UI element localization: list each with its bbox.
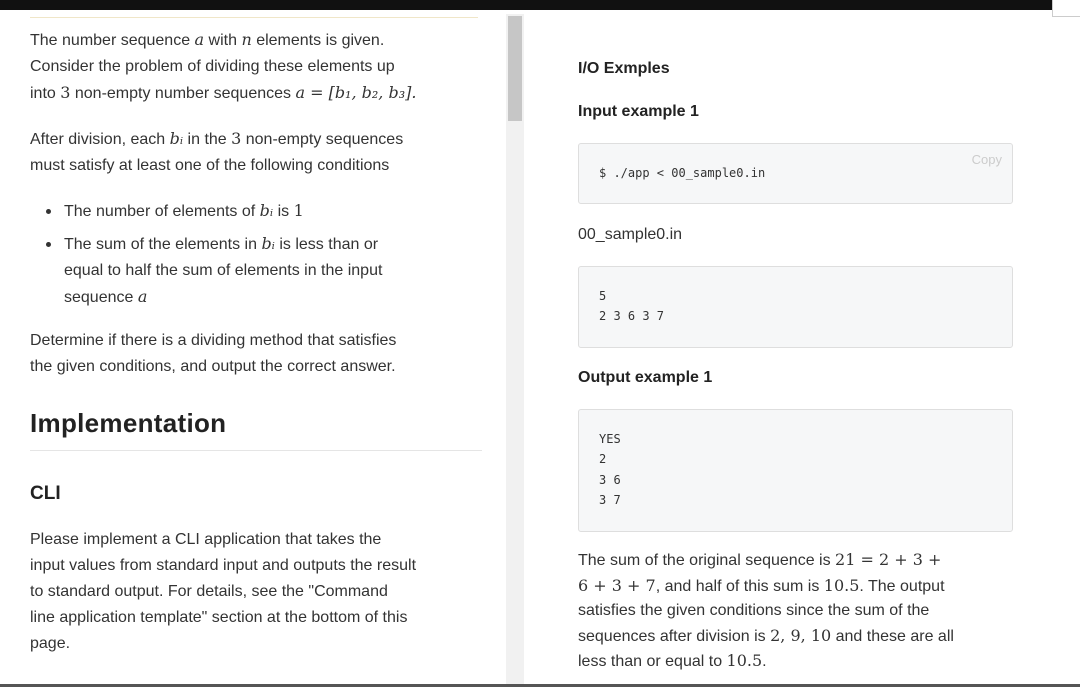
code-line: 2 <box>599 452 607 466</box>
left-pane-scrollbar[interactable] <box>506 14 524 684</box>
code-line: 3 6 <box>599 473 621 487</box>
cli-heading: CLI <box>30 483 61 504</box>
copy-button[interactable]: Copy <box>971 152 1002 167</box>
math-n: n <box>241 30 252 49</box>
input-file-label: 00_sample0.in <box>578 226 683 243</box>
list-item: The number of elements of bᵢ is 1 <box>64 198 504 225</box>
determine-paragraph: Determine if there is a dividing method that satisfies the given conditions, and output the correct answer. <box>30 332 397 375</box>
code-line: 3 7 <box>599 493 621 507</box>
divider <box>30 17 478 18</box>
io-examples-pane <box>524 10 1080 684</box>
io-examples-heading: I/O Exmples <box>578 60 670 77</box>
window-top-bar <box>0 0 1080 10</box>
scrollbar-thumb[interactable] <box>508 16 522 121</box>
code-line: 2 3 6 3 7 <box>599 309 665 323</box>
input-example-heading: Input example 1 <box>578 103 699 120</box>
output-code-block <box>578 409 1013 532</box>
problem-statement-pane <box>0 10 506 684</box>
implementation-heading: Implementation <box>30 408 227 438</box>
list-item: The sum of the elements in bᵢ is less than or equal to half the sum of elements in the input sequence a <box>64 231 504 311</box>
conditions-list <box>30 198 504 317</box>
code-line: YES <box>599 432 621 446</box>
math-a: a <box>194 30 205 49</box>
intro-paragraph: The number sequence a with n elements is given. Consider the problem of dividing these elements up into 3 non-empty number sequences a = [b₁, b₂, b₃]. <box>30 30 417 102</box>
code-line: 5 <box>599 289 607 303</box>
cli-paragraph: Please implement a CLI application that takes the input values from standard input and outputs the result to standard output. For details, see the "Command line application template" section at the bottom of this page. <box>30 531 417 652</box>
division-paragraph: After division, each bᵢ in the 3 non-empty sequences must satisfy at least one of the following conditions <box>30 129 404 174</box>
input-code-block <box>578 266 1013 348</box>
heading-divider <box>30 450 482 451</box>
command-text: $ ./app < 00_sample0.in <box>599 166 766 180</box>
output-example-heading: Output example 1 <box>578 369 713 386</box>
command-code-block <box>578 143 1013 204</box>
explanation-paragraph: The sum of the original sequence is 21 = 2 + 3 + 6 + 3 + 7, and half of this sum is 10.5. The output satisfies the given conditions since the sum of the sequences after division is 2, 9, 10 and these are all less than or equal to 10.5. <box>578 550 954 670</box>
math-formula: a = [b₁, b₂, b₃]. <box>295 83 417 102</box>
